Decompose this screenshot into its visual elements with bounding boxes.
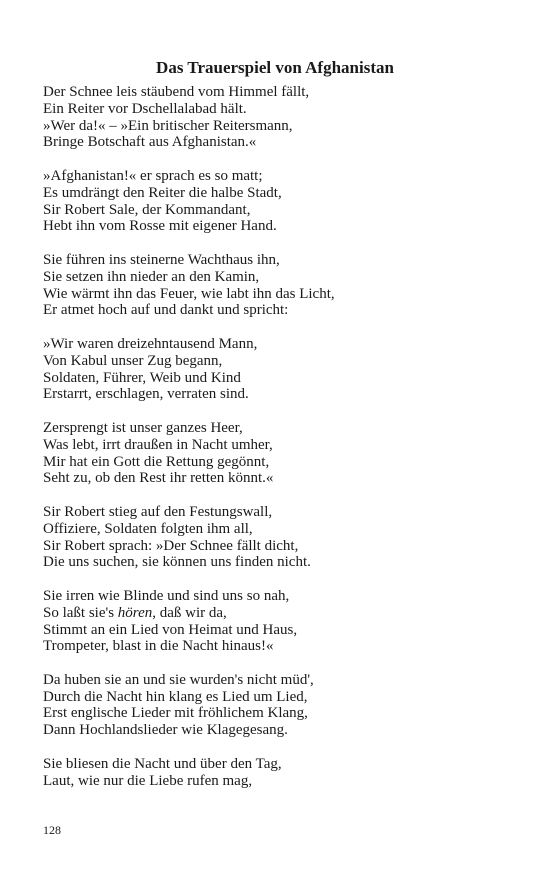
stanza xyxy=(43,84,523,151)
verse-line: Da huben sie an und sie wurden's nicht müd', xyxy=(43,671,314,688)
verse-line: Sie irren wie Blinde und sind uns so nah, xyxy=(43,587,290,604)
verse-line: Er atmet hoch auf und dankt und spricht: xyxy=(43,302,289,319)
emphasized-word: hören xyxy=(117,604,153,621)
verse-line: Die uns suchen, sie können uns finden nicht. xyxy=(43,554,311,571)
verse-line: Von Kabul unser Zug begann, xyxy=(43,352,223,369)
verse-line: Es umdrängt den Reiter die halbe Stadt, xyxy=(43,184,282,201)
verse-line: »Wer da!« – »Ein britischer Reitersmann, xyxy=(43,117,293,134)
stanza xyxy=(43,168,523,235)
stanza xyxy=(43,336,523,403)
verse-text: , daß wir da, xyxy=(152,604,227,621)
stanza xyxy=(43,252,523,319)
verse-line: Sir Robert Sale, der Kommandant, xyxy=(43,201,251,218)
stanza xyxy=(43,672,523,739)
verse-line: »Afghanistan!« er sprach es so matt; xyxy=(43,167,263,184)
poem-body xyxy=(43,84,523,806)
verse-line: Sir Robert stieg auf den Festungswall, xyxy=(43,503,273,520)
verse-line: Seht zu, ob den Rest ihr retten könnt.« xyxy=(43,470,274,487)
verse-line: »Wir waren dreizehntausend Mann, xyxy=(43,335,258,352)
verse-line: Laut, wie nur die Liebe rufen mag, xyxy=(43,772,253,789)
verse-line: Wie wärmt ihn das Feuer, wie labt ihn das Licht, xyxy=(43,285,335,302)
verse-line: Soldaten, Führer, Weib und Kind xyxy=(43,369,241,386)
verse-text: So laßt sie's xyxy=(43,604,118,621)
verse-line: Was lebt, irrt draußen in Nacht umher, xyxy=(43,436,273,453)
verse-line: Durch die Nacht hin klang es Lied um Lied, xyxy=(43,688,308,705)
verse-line: Stimmt an ein Lied von Heimat und Haus, xyxy=(43,621,298,638)
verse-line: Erstarrt, erschlagen, verraten sind. xyxy=(43,386,249,403)
stanza xyxy=(43,420,523,487)
verse-line: Trompeter, blast in die Nacht hinaus!« xyxy=(43,638,274,655)
verse-line: Hebt ihn vom Rosse mit eigener Hand. xyxy=(43,218,277,235)
verse-line: Zersprengt ist unser ganzes Heer, xyxy=(43,419,243,436)
verse-line xyxy=(43,605,523,622)
verse-line: Sie setzen ihn nieder an den Kamin, xyxy=(43,268,260,285)
verse-line: Mir hat ein Gott die Rettung gegönnt, xyxy=(43,453,270,470)
verse-line: Ein Reiter vor Dschellalabad hält. xyxy=(43,100,247,117)
verse-line: Dann Hochlandslieder wie Klagegesang. xyxy=(43,722,288,739)
verse-line: Bringe Botschaft aus Afghanistan.« xyxy=(43,134,257,151)
verse-line: Offiziere, Soldaten folgten ihm all, xyxy=(43,520,253,537)
page-number: 128 xyxy=(43,823,61,837)
verse-line: Erst englische Lieder mit fröhlichem Klang, xyxy=(43,705,308,722)
verse-line: Der Schnee leis stäubend vom Himmel fällt, xyxy=(43,84,310,100)
stanza xyxy=(43,756,523,790)
stanza xyxy=(43,588,523,655)
verse-line: Sir Robert sprach: »Der Schnee fällt dicht, xyxy=(43,537,299,554)
verse-line: Sie bliesen die Nacht und über den Tag, xyxy=(43,755,282,772)
poem-title: Das Trauerspiel von Afghanistan xyxy=(156,58,394,77)
verse-line: Sie führen ins steinerne Wachthaus ihn, xyxy=(43,251,280,268)
stanza xyxy=(43,504,523,571)
